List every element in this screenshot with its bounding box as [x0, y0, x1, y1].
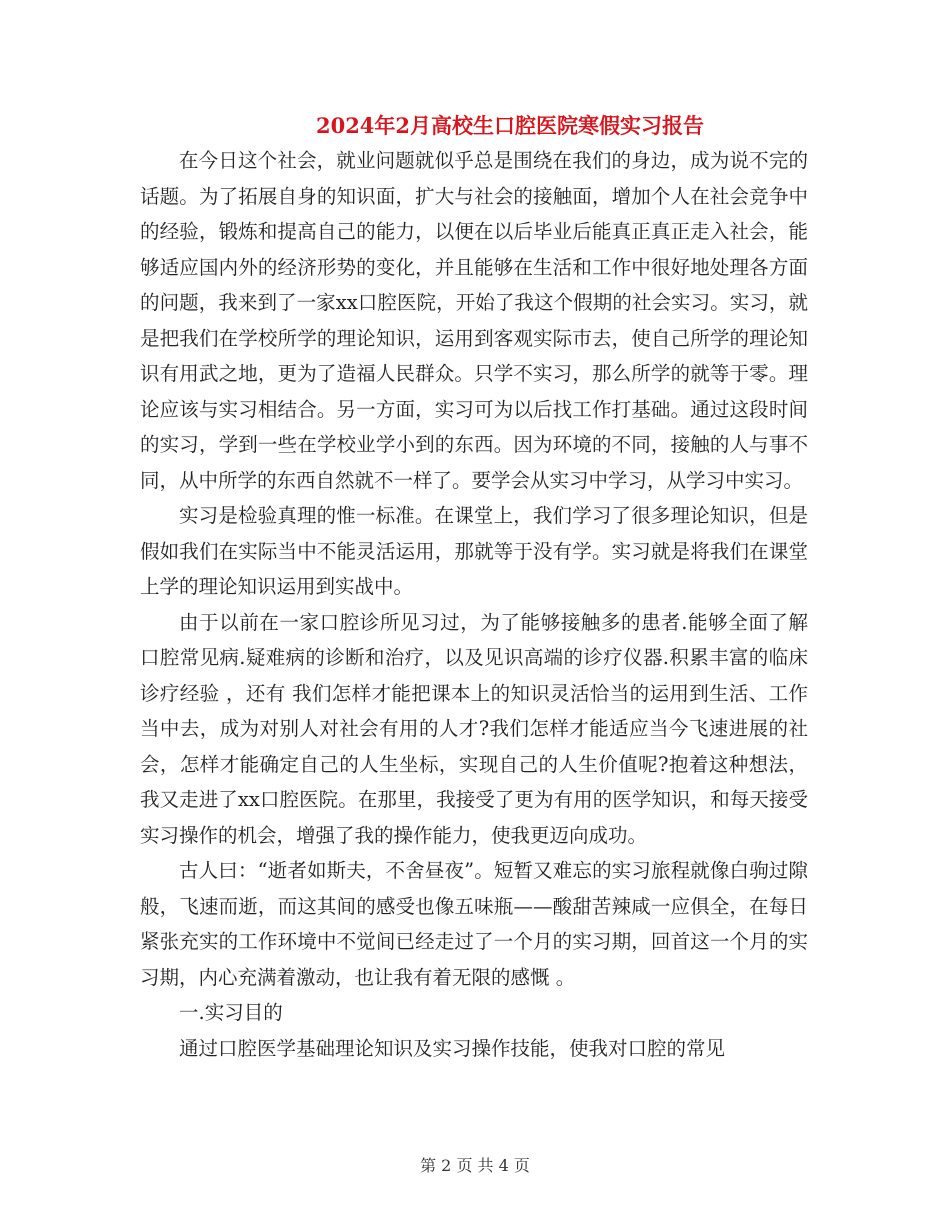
section-heading-purpose: 一.实习目的 — [179, 1001, 283, 1024]
document-body — [140, 143, 808, 1066]
paragraph-intro: 在今日这个社会，就业问题就似乎总是围绕在我们的身边，成为说不完的话题。为了拓展自身的知识面，扩大与社会的接触面，增加个人在社会竞争中的经验，锻炼和提高自己的能力，以便在以后毕业后能真正真正走入社会，能够适应国内外的经济形势的变化，并且能够在生活和工作中很好地处理各方面的问题，我来到了一家xx口腔医院，开始了我这个假期的社会实习。实习，就是把我们在学校所学的理论知识，运用到客观实际巿去，使自己所学的理论知识有用武之地，更为了造福人民群众。只学不实习，那么所学的就等于零。理论应该与实习相结合。另一方面，实习可为以后找工作打基础。通过这段时间的实习，学到一些在学校业学小到的东西。因为环境的不同，接触的人与事不同，从中所学的东西自然就不一样了。要学会从实习中学习，从学习中实习。 — [140, 149, 808, 492]
paragraph-clinic-experience: 由于以前在一家口腔诊所见习过，为了能够接触多的患者.能够全面了解口腔常见病.疑难病的诊断和治疗，以及见识高端的诊疗仪器.积累丰富的临床诊疗经验 ，还有 我们怎样才能把课本上的知识灵活恰当的运用到生活、工作当中去，成为对别人对社会有用的人才?我们怎样才能适应当今飞速进展的社会，怎样才能确定自己的人生坐标，实现自己的人生价值呢?抱着这种想法，我又走进了xx口腔医院。在那里，我接受了更为有用的医学知识，和每天接受实习操作的机会，增强了我的操作能力，使我更迈向成功。 — [140, 610, 808, 847]
page-number-footer: 第 2 页 共 4 页 — [420, 1156, 530, 1175]
paragraph-reflection: 古人曰：“逝者如斯夫，不舍昼夜”。短暂又难忘的实习旅程就像白驹过隙般，飞速而逝，而这其间的感受也像五味瓶——酸甜苦辣咸一应俱全，在每日紧张充实的工作环境中不觉间已经走过了一个月的实习期，回首这一个月的实习期，内心充满着激动，也让我有着无限的感慨 。 — [140, 859, 808, 989]
paragraph-purpose: 通过口腔医学基础理论知识及实习操作技能，使我对口腔的常见 — [179, 1036, 726, 1060]
paragraph-practice-truth: 实习是检验真理的惟一标准。在课堂上，我们学习了很多理论知识，但是假如我们在实际当中不能灵活运用，那就等于没有学。实习就是将我们在课堂上学的理论知识运用到实战中。 — [140, 504, 808, 598]
document-title: 2024年2月高校生口腔医院寒假实习报告 — [315, 113, 705, 138]
